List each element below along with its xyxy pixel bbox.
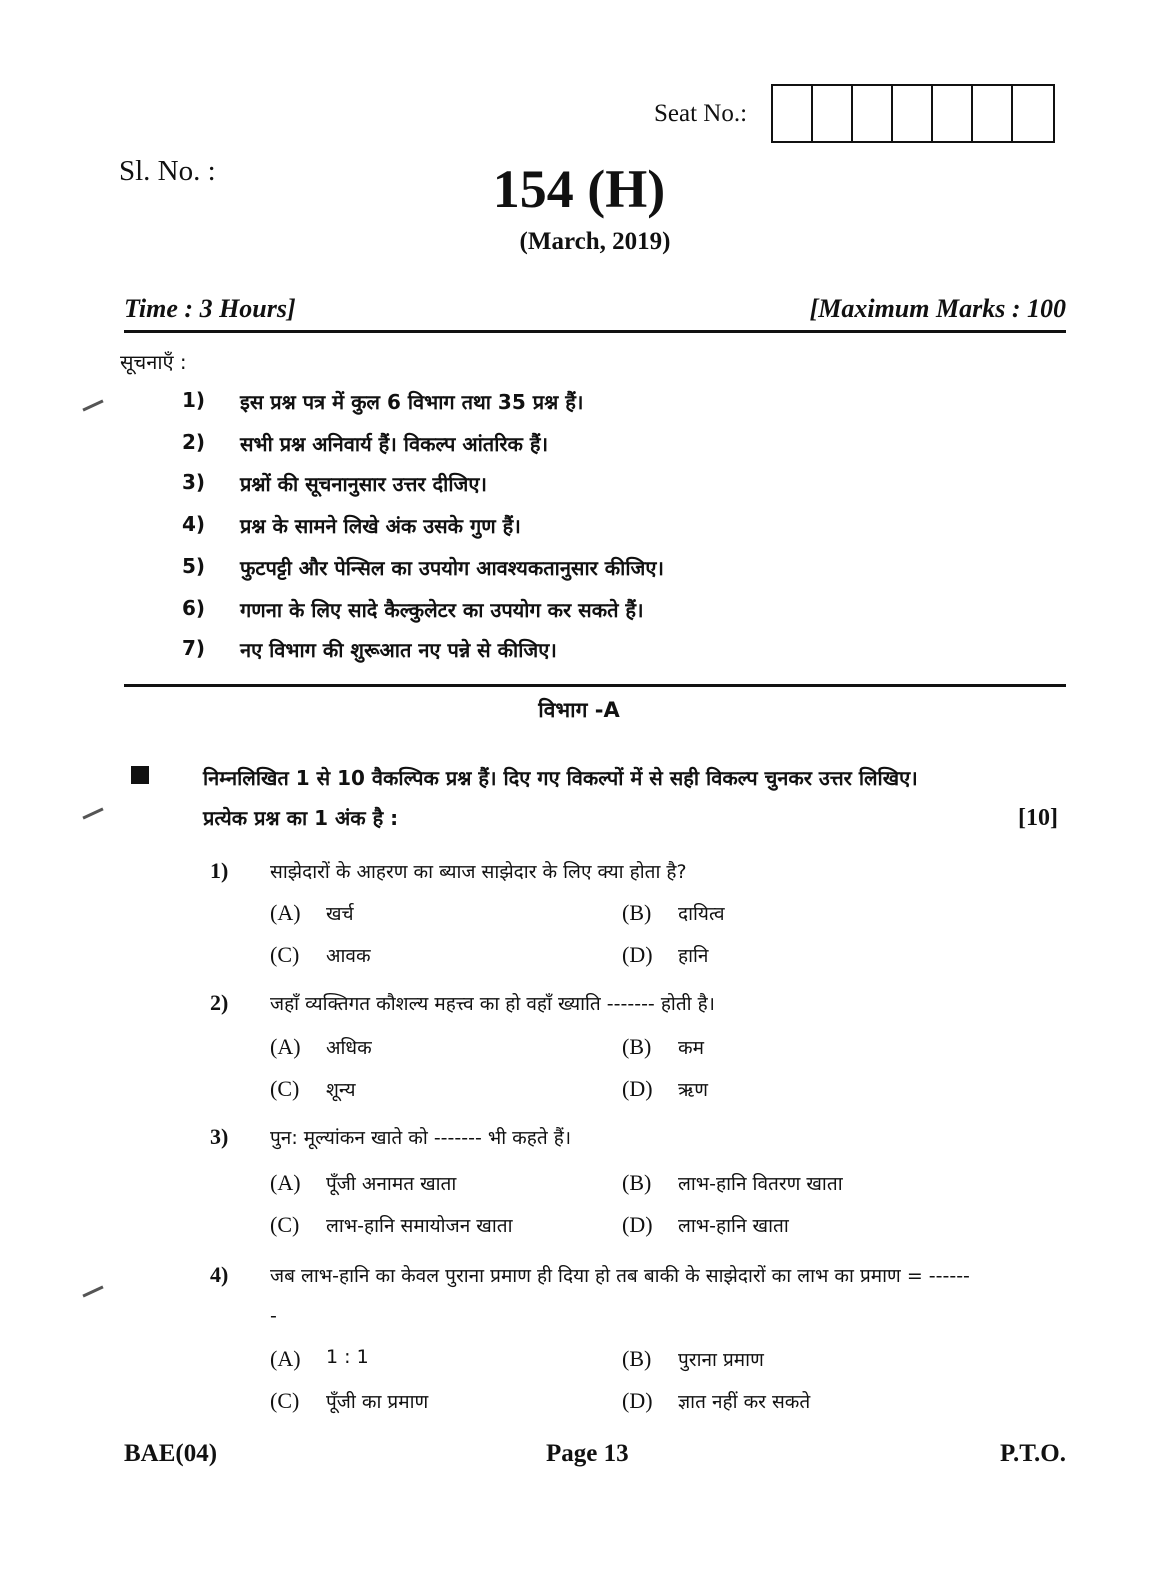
instruction-text: प्रश्नों की सूचनानुसार उत्तर दीजिए।: [240, 472, 487, 496]
instruction-number: 2): [182, 430, 206, 454]
square-bullet-icon: [131, 766, 149, 784]
question-number: 4): [210, 1262, 229, 1287]
option-label: (D): [622, 1212, 653, 1237]
please-turn-over: P.T.O.: [1000, 1440, 1066, 1467]
option-label: (C): [270, 942, 300, 967]
option-c: [270, 1388, 428, 1414]
option-text: लाभ-हानि वितरण खाता: [678, 1173, 843, 1195]
seat-number-boxes: [771, 84, 1055, 143]
option-text: पूँजी अनामत खाता: [326, 1173, 457, 1195]
option-text: लाभ-हानि खाता: [678, 1215, 789, 1237]
option-text: खर्च: [326, 903, 354, 925]
question-text: जहाँ व्यक्तिगत कौशल्य महत्त्व का हो वहाँ ख्याति ------- होती है।: [270, 993, 715, 1015]
question-number: 3): [210, 1124, 229, 1149]
instruction-item: [182, 596, 644, 623]
subject-code: BAE(04): [124, 1440, 218, 1467]
option-label: (A): [270, 1170, 301, 1195]
seat-box: [853, 86, 893, 141]
option-label: (B): [622, 1170, 652, 1195]
seat-number-label: Seat No.:: [654, 100, 748, 127]
instruction-number: 7): [182, 636, 206, 660]
section-marks: [10]: [1018, 805, 1058, 831]
serial-number-label: Sl. No. :: [119, 155, 216, 187]
option-b: [622, 1034, 704, 1060]
option-label: (B): [622, 1346, 652, 1371]
option-c: [270, 1212, 513, 1238]
option-b: [622, 1346, 764, 1372]
instruction-text: सभी प्रश्न अनिवार्य हैं। विकल्प आंतरिक हैं।: [240, 432, 549, 456]
scan-mark: [82, 807, 103, 819]
option-label: (B): [622, 1034, 652, 1059]
scan-mark: [82, 1285, 103, 1297]
option-b: [622, 1170, 843, 1196]
question-text: साझेदारों के आहरण का ब्याज साझेदार के लिए क्या होता है?: [270, 861, 687, 883]
instruction-item: [182, 636, 557, 663]
instruction-text: फुटपट्टी और पेन्सिल का उपयोग आवश्यकतानुसार कीजिए।: [240, 556, 664, 580]
option-label: (A): [270, 900, 301, 925]
question-number: 2): [210, 990, 229, 1015]
option-label: (B): [622, 900, 652, 925]
option-c: [270, 1076, 356, 1102]
option-c: [270, 942, 371, 968]
option-d: [622, 1212, 789, 1238]
instruction-text: गणना के लिए सादे कैल्कुलेटर का उपयोग कर सकते हैं।: [240, 598, 644, 622]
paper-code: 154 (H): [492, 159, 666, 219]
option-a: [270, 1034, 372, 1060]
section-divider: [124, 684, 1066, 687]
option-a: [270, 1346, 369, 1372]
header-divider: [124, 330, 1066, 333]
option-label: (A): [270, 1346, 301, 1371]
instruction-item: [182, 430, 548, 457]
instruction-number: 5): [182, 554, 206, 578]
option-text: लाभ-हानि समायोजन खाता: [326, 1215, 513, 1237]
instruction-number: 4): [182, 512, 206, 536]
seat-box: [773, 86, 813, 141]
option-text: अधिक: [326, 1037, 372, 1059]
page-number: Page 13: [546, 1440, 629, 1467]
section-title: विभाग -A: [538, 698, 620, 722]
instruction-item: [182, 388, 583, 415]
instruction-text: नए विभाग की शुरूआत नए पन्ने से कीजिए।: [240, 638, 557, 662]
instruction-number: 6): [182, 596, 206, 620]
option-text: ज्ञात नहीं कर सकते: [678, 1391, 811, 1413]
exam-date: (March, 2019): [519, 228, 671, 255]
option-text: ऋण: [678, 1079, 708, 1101]
instructions-title: सूचनाएँ :: [120, 350, 187, 374]
instruction-number: 1): [182, 388, 206, 412]
seat-box: [813, 86, 853, 141]
option-label: (C): [270, 1076, 300, 1101]
option-text: 1 : 1: [326, 1346, 369, 1368]
option-text: दायित्व: [678, 903, 725, 925]
maximum-marks: [Maximum Marks : 100: [809, 294, 1066, 323]
seat-box: [1013, 86, 1053, 141]
option-d: [622, 942, 708, 968]
option-text: पुराना प्रमाण: [678, 1349, 764, 1371]
option-label: (A): [270, 1034, 301, 1059]
option-label: (C): [270, 1388, 300, 1413]
option-label: (D): [622, 1388, 653, 1413]
instruction-item: [182, 470, 487, 497]
option-label: (D): [622, 942, 653, 967]
option-d: [622, 1076, 708, 1102]
option-d: [622, 1388, 810, 1414]
instruction-item: [182, 554, 664, 581]
option-text: कम: [678, 1037, 704, 1059]
option-text: शून्य: [326, 1079, 356, 1101]
instruction-text: इस प्रश्न पत्र में कुल 6 विभाग तथा 35 प्रश्न हैं।: [240, 390, 584, 414]
instruction-text: प्रश्न के सामने लिखे अंक उसके गुण हैं।: [240, 514, 521, 538]
section-directions: निम्नलिखित 1 से 10 वैकल्पिक प्रश्न हैं। दिए गए विकल्पों में से सही विकल्प चुनकर उत्तर लिखिए। प्रत्येक प्रश्न का 1 अंक है :: [203, 766, 918, 830]
question-text: पुन: मूल्यांकन खाते को ------- भी कहते हैं।: [270, 1127, 572, 1149]
option-a: [270, 1170, 456, 1196]
option-a: [270, 900, 354, 926]
instruction-number: 3): [182, 470, 206, 494]
question-text: जब लाभ-हानि का केवल पुराना प्रमाण ही दिया हो तब बाकी के साझेदारों का लाभ का प्रमाण = -------: [270, 1265, 970, 1327]
option-b: [622, 900, 725, 926]
option-text: आवक: [326, 945, 371, 967]
scan-mark: [82, 399, 103, 411]
seat-box: [933, 86, 973, 141]
question-number: 1): [210, 858, 229, 883]
option-text: हानि: [678, 945, 709, 967]
option-label: (C): [270, 1212, 300, 1237]
seat-box: [973, 86, 1013, 141]
instruction-item: [182, 512, 521, 539]
option-text: पूँजी का प्रमाण: [326, 1391, 429, 1413]
option-label: (D): [622, 1076, 653, 1101]
seat-box: [893, 86, 933, 141]
exam-duration: Time : 3 Hours]: [124, 294, 296, 323]
